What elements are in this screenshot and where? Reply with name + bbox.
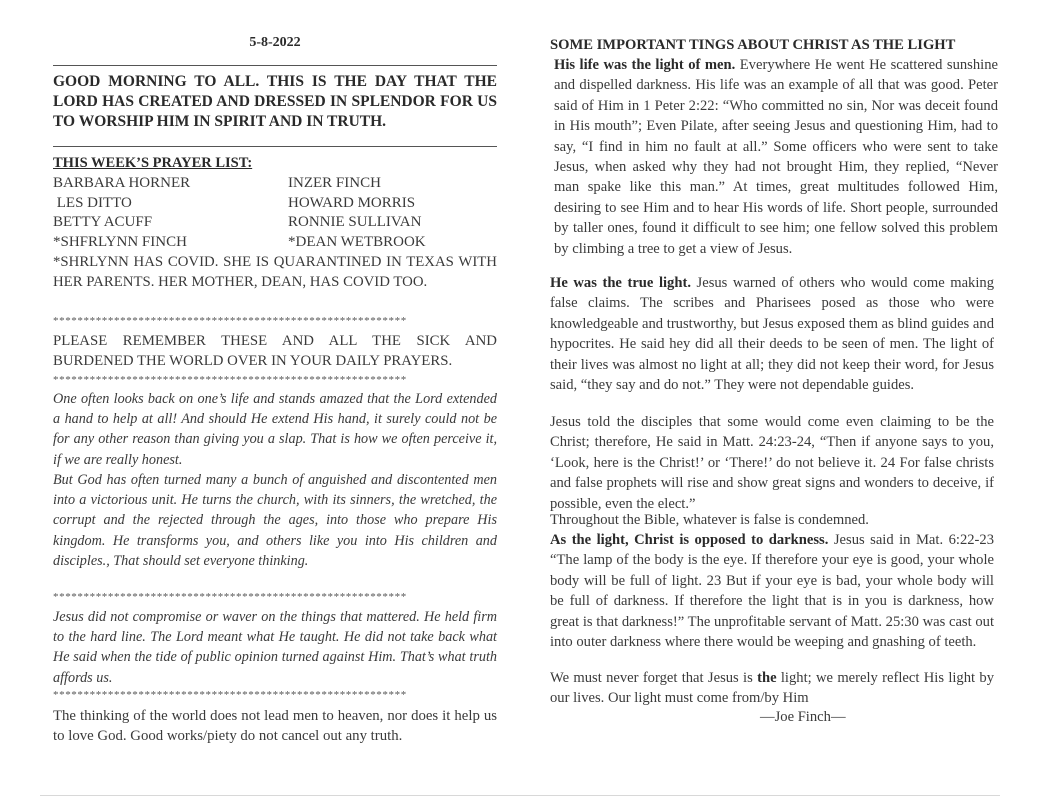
paragraph-lead: As the light, Christ is opposed to darkness. (550, 532, 829, 548)
italic-paragraph-1: One often looks back on one’s life and stands amazed that the Lord extended a hand to help at all! And should He extend His hand, it surely could not be for any other reason than giving you a slap. That is how we often perceive it, if we are really honest. (53, 391, 497, 468)
paragraph-lead: His life was the light of men. (554, 57, 736, 73)
star-divider: ********************************************************** (53, 315, 407, 327)
prayer-name: INZER FINCH (288, 175, 381, 191)
bulletin-date: 5-8-2022 (249, 35, 301, 50)
prayer-name: BARBARA HORNER (53, 175, 191, 191)
greeting-text: GOOD MORNING TO ALL. THIS IS THE DAY THAT THE LORD HAS CREATED AND DRESSED IN SPLENDOR FOR US TO WORSHIP HIM IN SPIRIT AND IN TRUTH. (53, 73, 497, 130)
star-divider: ********************************************************** (53, 374, 407, 386)
divider-top (53, 65, 497, 66)
article-paragraph-6 (550, 668, 994, 709)
closing-text: The thinking of the world does not lead men to heaven, nor does it help us to love God. Good works/piety do not cancel out any truth. (53, 708, 497, 744)
prayer-list-heading: THIS WEEK’S PRAYER LIST: (53, 155, 253, 171)
italic-paragraph-3: Jesus did not compromise or waver on the things that mattered. He held firm to the hard line. The Lord meant what He taught. He did not take back what He said when the tide of public opinion turned against Him. That’s what truth affords us. (53, 609, 497, 686)
emphasis-word: the (757, 670, 777, 686)
italic-paragraph-2: But God has often turned many a bunch of anguished and discontented men into a victorious unit. He turns the church, with its sinners, the wretched, the corrupt and the rejected through the ages, into those who prepare His kingdom. He transforms you, and others like you into His children and disciples., That should set everyone thinking. (53, 472, 497, 569)
covid-note: *SHRLYNN HAS COVID. SHE IS QUARANTINED IN TEXAS WITH HER PARENTS. HER MOTHER, DEAN, HAS COVID TOO. (53, 254, 497, 290)
remember-text: PLEASE REMEMBER THESE AND ALL THE SICK AND BURDENED THE WORLD OVER IN YOUR DAILY PRAYERS. (53, 333, 497, 369)
star-divider: ********************************************************** (53, 591, 407, 603)
author-signature: —Joe Finch— (760, 709, 846, 725)
paragraph-body: We must never forget that Jesus is (550, 670, 758, 686)
prayer-name: LES DITTO (53, 194, 132, 211)
star-divider: ********************************************************** (53, 689, 407, 701)
article-paragraph-5 (550, 530, 994, 652)
article-paragraph-1 (550, 55, 998, 259)
prayer-name: HOWARD MORRIS (288, 194, 416, 211)
prayer-name: *SHFRLYNN FINCH (53, 233, 187, 250)
paragraph-body: Jesus said in Mat. 6:22-23 “The lamp of the body is the eye. If therefore your eye is good, your whole body will be full of light. 23 But if your eye is bad, your whole body will be full of darkness. If therefore the light that is in you is darkness, how great is that darkness!” The unprofitable servant of Matt. 25:30 was cast out into outer darkness where there would be weeping and gnashing of teeth. (550, 532, 994, 651)
paragraph-lead: He was the true light. (550, 275, 691, 291)
prayer-list-row (53, 233, 497, 253)
article-paragraph-2 (550, 273, 994, 395)
prayer-name: *DEAN WETBROOK (288, 233, 426, 250)
prayer-list-row (53, 194, 497, 214)
prayer-list-row (53, 213, 497, 233)
article-heading: SOME IMPORTANT TINGS ABOUT CHRIST AS THE LIGHT (550, 37, 956, 53)
page-edge-line (40, 795, 1000, 796)
prayer-name: RONNIE SULLIVAN (288, 214, 422, 230)
paragraph-body: Everywhere He went He scattered sunshine and dispelled darkness. His life was an example of all that was good. Peter said of Him in 1 Peter 2:22: “Who committed no sin, Nor was deceit found in His mouth”; Even Pilate, after seeing Jesus and questioning Him, had to say, “I find in him no fault at all.” Some officers who were sent to take Jesus, when asked why they had not brought Him, they replied, “Never man spake like this man.” At times, great multitudes followed Him, desiring to see Him and to hear His words of life. Short people, surrounded by taller ones, found it difficult to see him; one fellow solved this problem by climbing a tree to get a view of Jesus. (554, 57, 998, 257)
paragraph-body: light; we merely reflect His light by our lives. Our light must come from/by Him (550, 670, 994, 707)
prayer-name: BETTY ACUFF (53, 214, 153, 230)
article-paragraph-3: Jesus told the disciples that some would come even claiming to be the Christ; therefore, He said in Matt. 24:23-24, “Then if anyone says to you, ‘Look, here is the Christ!’ or ‘There!’ do not believe it. 24 For false christs and false prophets will rise and show great signs and wonders to deceive, if possible, even the elect.” (550, 414, 994, 512)
prayer-list (53, 174, 497, 252)
paragraph-body: Jesus warned of others who would come making false claims. The scribes and Pharisees posed as those who were knowledgeable and trustworthy, but Jesus exposed them as blind guides and hypocrites. He said hey did all their deeds to be seen of men. The light of their lives was almost no light at all; they did not keep their word, for Jesus said, “they say and do not.” They were not dependable guides. (550, 275, 994, 394)
prayer-list-row (53, 174, 497, 194)
divider-greeting (53, 146, 497, 147)
article-paragraph-4: Throughout the Bible, whatever is false is condemned. (550, 512, 869, 528)
